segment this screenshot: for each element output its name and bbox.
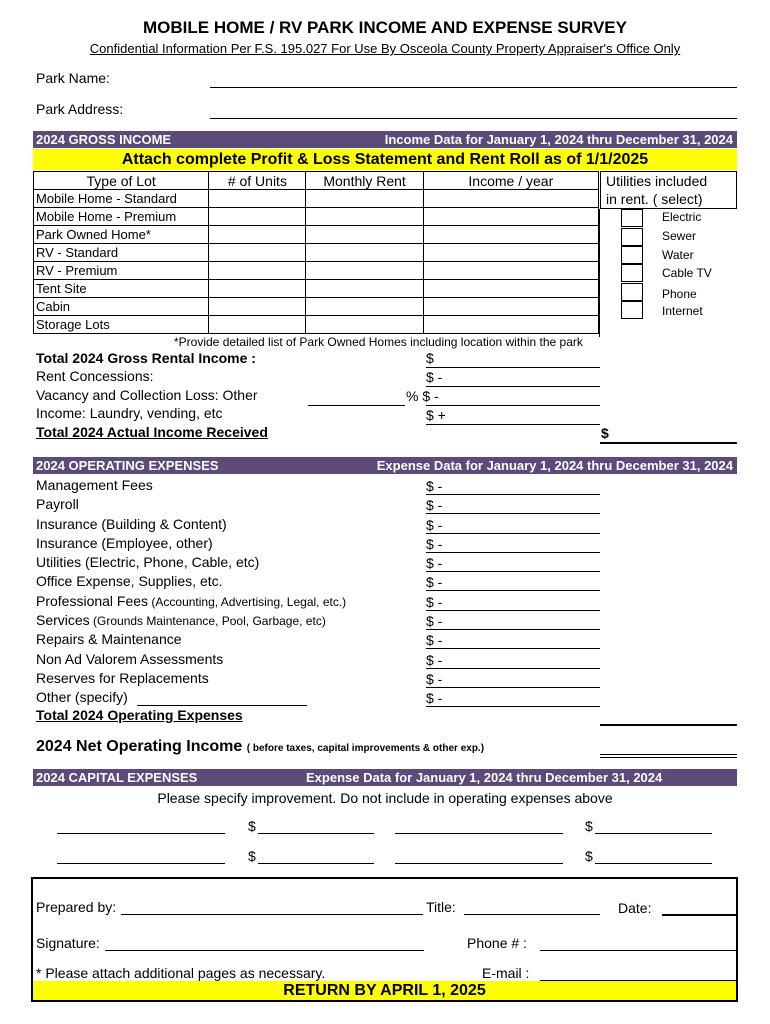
capital-expenses-bar bbox=[33, 769, 737, 786]
table-row bbox=[34, 298, 599, 316]
col-income-year: Income / year bbox=[423, 172, 598, 190]
park-name-label: Park Name: bbox=[36, 70, 110, 86]
capital-amount-field[interactable] bbox=[258, 863, 374, 864]
capital-amount-field[interactable] bbox=[258, 833, 374, 834]
income-cell[interactable] bbox=[423, 208, 598, 226]
utilities-subtitle: in rent. ( select) bbox=[606, 191, 703, 207]
lot-type: Mobile Home - Standard bbox=[34, 190, 209, 208]
expense-field[interactable] bbox=[426, 706, 600, 707]
table-row bbox=[34, 190, 599, 208]
capital-dollar: $ bbox=[585, 848, 593, 864]
capital-period: Expense Data for January 1, 2024 thru December 31, 2024 bbox=[306, 770, 663, 785]
vacancy-percent-field[interactable] bbox=[308, 405, 405, 406]
park-homes-footnote: *Provide detailed list of Park Owned Homes including location within the park bbox=[174, 335, 583, 349]
col-monthly-rent: Monthly Rent bbox=[306, 172, 423, 190]
income-cell[interactable] bbox=[423, 316, 598, 334]
date-label: Date: bbox=[618, 900, 652, 916]
list-item: Reserves for Replacements $ - bbox=[36, 670, 606, 689]
signature-label: Signature: bbox=[36, 935, 100, 951]
prepared-by-field[interactable] bbox=[121, 914, 423, 915]
total-operating-field[interactable] bbox=[600, 724, 737, 726]
income-cell[interactable] bbox=[423, 280, 598, 298]
capital-instruction: Please specify improvement. Do not include in operating expenses above bbox=[157, 790, 613, 806]
lot-type: Cabin bbox=[34, 298, 209, 316]
gross-income-heading: 2024 GROSS INCOME bbox=[36, 132, 172, 147]
rent-cell[interactable] bbox=[306, 208, 423, 226]
email-label: E-mail : bbox=[482, 965, 530, 981]
capital-amount-field[interactable] bbox=[595, 863, 712, 864]
col-type-of-lot: Type of Lot bbox=[34, 172, 209, 190]
list-item: Payroll $ - bbox=[36, 496, 606, 515]
table-row bbox=[34, 262, 599, 280]
utility-electric-label: Electric bbox=[662, 210, 702, 224]
units-cell[interactable] bbox=[209, 280, 306, 298]
lot-type: Park Owned Home* bbox=[34, 226, 209, 244]
total-operating-label: Total 2024 Operating Expenses bbox=[36, 707, 243, 723]
table-row bbox=[34, 208, 599, 226]
improvement-field[interactable] bbox=[395, 833, 563, 834]
actual-dollar: $ bbox=[601, 425, 609, 441]
improvement-field[interactable] bbox=[395, 863, 563, 864]
form-subtitle: Confidential Information Per F.S. 195.027 For Use By Osceola County Property Appraiser's Office Only bbox=[89, 41, 681, 56]
list-item: Other (specify) $ - bbox=[36, 689, 606, 708]
vacancy-label: Vacancy and Collection Loss: Other bbox=[36, 387, 258, 403]
percent-dollar-minus: % $ - bbox=[406, 388, 439, 404]
net-operating-field[interactable] bbox=[600, 754, 737, 755]
prepared-by-label: Prepared by: bbox=[36, 899, 117, 915]
expense-list bbox=[36, 477, 606, 709]
expense-field[interactable] bbox=[426, 629, 600, 630]
park-address-label: Park Address: bbox=[36, 101, 124, 117]
utilities-divider bbox=[599, 209, 600, 337]
rent-cell[interactable] bbox=[306, 244, 423, 262]
attach-statement-banner: Attach complete Profit & Loss Statement and Rent Roll as of 1/1/2025 bbox=[33, 149, 737, 170]
capital-dollar: $ bbox=[248, 818, 256, 834]
rent-cell[interactable] bbox=[306, 226, 423, 244]
income-cell[interactable] bbox=[423, 262, 598, 280]
units-cell[interactable] bbox=[209, 208, 306, 226]
expense-field[interactable] bbox=[426, 552, 600, 553]
income-cell[interactable] bbox=[423, 244, 598, 262]
list-item: Insurance (Employee, other) $ - bbox=[36, 535, 606, 554]
expense-field[interactable] bbox=[426, 571, 600, 572]
units-cell[interactable] bbox=[209, 298, 306, 316]
attach-note: * Please attach additional pages as necessary. bbox=[36, 965, 326, 981]
lot-type: Tent Site bbox=[34, 280, 209, 298]
capital-dollar: $ bbox=[248, 848, 256, 864]
rent-concessions-label: Rent Concessions: bbox=[36, 368, 154, 384]
phone-checkbox[interactable] bbox=[621, 283, 643, 301]
expense-field[interactable] bbox=[426, 533, 600, 534]
rent-cell[interactable] bbox=[306, 316, 423, 334]
capital-dollar: $ bbox=[585, 818, 593, 834]
units-cell[interactable] bbox=[209, 316, 306, 334]
operating-heading: 2024 OPERATING EXPENSES bbox=[36, 458, 219, 473]
form-title: MOBILE HOME / RV PARK INCOME AND EXPENSE SURVEY bbox=[143, 18, 627, 37]
units-cell[interactable] bbox=[209, 190, 306, 208]
list-item: Services (Grounds Maintenance, Pool, Garbage, etc) $ - bbox=[36, 612, 606, 631]
units-cell[interactable] bbox=[209, 244, 306, 262]
gross-income-bar bbox=[33, 131, 737, 148]
expense-field[interactable] bbox=[426, 494, 600, 495]
units-cell[interactable] bbox=[209, 262, 306, 280]
improvement-field[interactable] bbox=[57, 833, 225, 834]
phone-label: Phone # : bbox=[467, 935, 527, 951]
list-item: Professional Fees (Accounting, Advertising, Legal, etc.) $ - bbox=[36, 593, 606, 612]
expense-field[interactable] bbox=[426, 687, 600, 688]
gross-income-period: Income Data for January 1, 2024 thru December 31, 2024 bbox=[384, 132, 733, 147]
total-rental-label: Total 2024 Gross Rental Income : bbox=[36, 350, 256, 366]
water-checkbox[interactable] bbox=[621, 246, 643, 264]
laundry-label: Income: Laundry, vending, etc bbox=[36, 405, 223, 421]
improvement-field[interactable] bbox=[57, 863, 225, 864]
utility-internet-label: Internet bbox=[662, 304, 703, 318]
expense-field[interactable] bbox=[426, 668, 600, 669]
laundry-field[interactable] bbox=[426, 424, 600, 425]
lot-type: RV - Premium bbox=[34, 262, 209, 280]
expense-field[interactable] bbox=[426, 648, 600, 649]
operating-period: Expense Data for January 1, 2024 thru December 31, 2024 bbox=[376, 458, 733, 473]
rent-cell[interactable] bbox=[306, 190, 423, 208]
utility-phone-label: Phone bbox=[662, 287, 697, 301]
capital-heading: 2024 CAPITAL EXPENSES bbox=[36, 770, 198, 785]
actual-income-field[interactable] bbox=[600, 442, 737, 444]
utility-cable-label: Cable TV bbox=[662, 266, 712, 280]
table-row bbox=[34, 316, 599, 334]
utilities-box bbox=[600, 171, 737, 209]
cable-tv-checkbox[interactable] bbox=[621, 264, 643, 282]
table-row bbox=[34, 244, 599, 262]
vacancy-field[interactable] bbox=[426, 405, 600, 406]
operating-expenses-bar bbox=[33, 457, 737, 474]
title-label: Title: bbox=[426, 899, 456, 915]
rent-concessions-field[interactable] bbox=[426, 386, 600, 387]
dollar-minus: $ - bbox=[426, 369, 443, 385]
lot-type: RV - Standard bbox=[34, 244, 209, 262]
lot-table bbox=[33, 171, 599, 334]
signature-box bbox=[31, 877, 738, 1002]
expense-field[interactable] bbox=[426, 590, 600, 591]
dollar-plus: $ + bbox=[426, 407, 446, 423]
table-row bbox=[34, 226, 599, 244]
list-item: Utilities (Electric, Phone, Cable, etc) $ - bbox=[36, 554, 606, 573]
net-operating-income bbox=[36, 738, 484, 756]
utility-sewer-label: Sewer bbox=[662, 229, 697, 243]
phone-field[interactable] bbox=[540, 950, 736, 951]
col-units: # of Units bbox=[209, 172, 306, 190]
date-field[interactable] bbox=[662, 914, 736, 916]
list-item: Insurance (Building & Content) $ - bbox=[36, 516, 606, 535]
list-item: Non Ad Valorem Assessments $ - bbox=[36, 651, 606, 670]
income-cell[interactable] bbox=[423, 190, 598, 208]
actual-income-label: Total 2024 Actual Income Received bbox=[36, 424, 268, 440]
expense-field[interactable] bbox=[426, 610, 600, 611]
rent-cell[interactable] bbox=[306, 298, 423, 316]
table-row bbox=[34, 280, 599, 298]
list-item: Repairs & Maintenance $ - bbox=[36, 631, 606, 650]
list-item: Management Fees $ - bbox=[36, 477, 606, 496]
utilities-title: Utilities included bbox=[606, 173, 708, 189]
income-cell[interactable] bbox=[423, 226, 598, 244]
capital-amount-field[interactable] bbox=[595, 833, 712, 834]
title-field[interactable] bbox=[464, 914, 600, 915]
dollar-sign: $ bbox=[426, 350, 434, 366]
internet-checkbox[interactable] bbox=[621, 301, 643, 319]
lot-type: Storage Lots bbox=[34, 316, 209, 334]
units-cell[interactable] bbox=[209, 226, 306, 244]
sewer-checkbox[interactable] bbox=[621, 228, 643, 246]
net-operating-label: 2024 Net Operating Income bbox=[36, 738, 243, 755]
rent-cell[interactable] bbox=[306, 262, 423, 280]
rent-cell[interactable] bbox=[306, 280, 423, 298]
net-operating-note: ( before taxes, capital improvements & other exp.) bbox=[246, 743, 485, 754]
lot-type: Mobile Home - Premium bbox=[34, 208, 209, 226]
net-operating-double-line bbox=[600, 757, 737, 758]
income-cell[interactable] bbox=[423, 298, 598, 316]
return-deadline-banner: RETURN BY APRIL 1, 2025 bbox=[33, 981, 736, 1000]
signature-field[interactable] bbox=[105, 950, 424, 951]
park-name-field[interactable] bbox=[210, 87, 737, 88]
expense-field[interactable] bbox=[426, 513, 600, 514]
park-address-field[interactable] bbox=[210, 118, 737, 119]
lot-table-header bbox=[34, 172, 599, 190]
electric-checkbox[interactable] bbox=[621, 209, 643, 227]
utility-water-label: Water bbox=[662, 248, 694, 262]
list-item: Office Expense, Supplies, etc. $ - bbox=[36, 573, 606, 592]
total-rental-field[interactable] bbox=[426, 367, 600, 368]
